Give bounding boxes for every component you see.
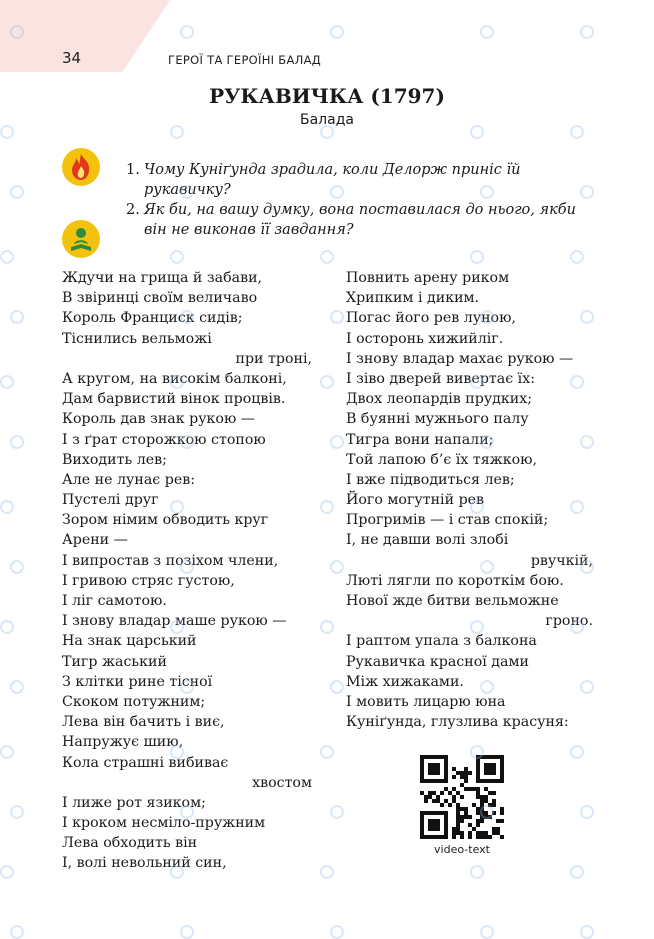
poem-line: Хрипким і диким. <box>346 290 480 307</box>
poem-line: І раптом упала з балкона <box>346 633 537 650</box>
watermark <box>580 560 594 574</box>
watermark <box>470 865 484 879</box>
poem-line: Його могутній рев <box>346 492 485 509</box>
poem-line: Арени — <box>62 532 128 549</box>
watermark <box>320 745 334 759</box>
poem-line: І, волі невольний син, <box>62 855 227 872</box>
qr-code-image[interactable] <box>420 755 504 839</box>
poem-line: І гривою стряс густою, <box>62 572 235 589</box>
watermark <box>320 375 334 389</box>
poem-line: Куніґунда, глузлива красуня: <box>346 714 569 731</box>
watermark <box>480 680 494 694</box>
watermark <box>180 25 194 39</box>
watermark <box>0 745 14 759</box>
watermark <box>320 865 334 879</box>
watermark <box>580 805 594 819</box>
poem-line: гроно. <box>545 613 593 630</box>
poem-line: І з ґрат сторожкою стопою <box>62 431 266 448</box>
watermark <box>180 435 194 449</box>
watermark <box>570 745 584 759</box>
poem-line: І знову владар маше рукою — <box>62 613 287 630</box>
poem-line: І мовить лицарю юна <box>346 693 506 710</box>
watermark <box>480 25 494 39</box>
watermark <box>330 680 344 694</box>
poem-line: А кругом, на високім балконі, <box>62 370 287 387</box>
watermark <box>330 805 344 819</box>
question-text: Як би, на вашу думку, вона поставилася до нього, якби він не виконав її завдання? <box>144 202 576 238</box>
watermark <box>180 310 194 324</box>
watermark <box>10 805 24 819</box>
watermark <box>170 620 184 634</box>
watermark <box>480 925 494 939</box>
qr-code[interactable] <box>420 755 504 843</box>
poem-line: Люті лягли по короткім бою. <box>346 572 564 589</box>
watermark <box>330 310 344 324</box>
watermark <box>570 375 584 389</box>
poem-line: Лева він бачить і виє, <box>62 714 225 731</box>
poem-line: Тигра вони напали; <box>346 431 494 448</box>
poem-line: І ліг самотою. <box>62 593 167 609</box>
question-2 <box>126 200 596 240</box>
poem-line: Але не лунає рев: <box>62 471 196 488</box>
watermark <box>480 185 494 199</box>
poem-line: Король Франциск сидів; <box>62 310 243 327</box>
poem-line: З клітки рине тісної <box>62 673 213 690</box>
poem-line: Той лапою б’є їх тяжкою, <box>346 451 537 468</box>
watermark <box>580 435 594 449</box>
watermark <box>0 865 14 879</box>
poem-line: Двох леопардів прудких; <box>346 391 533 408</box>
watermark <box>480 560 494 574</box>
watermark <box>180 560 194 574</box>
watermark <box>320 500 334 514</box>
watermark <box>570 500 584 514</box>
watermark <box>10 310 24 324</box>
poem-line: І випростав з позіхом члени, <box>62 552 279 569</box>
poem-line: Тіснились вельможі <box>62 330 212 347</box>
poem-line: В звіринці своїм величаво <box>62 290 258 307</box>
watermark <box>320 125 334 139</box>
watermark <box>330 185 344 199</box>
poem-line: Погас його рев луною, <box>346 310 516 327</box>
poem-line: Виходить лев; <box>62 451 167 468</box>
poem-line: рвучкій, <box>530 552 593 569</box>
watermark <box>170 375 184 389</box>
question-text: Чому Куніґунда зрадила, коли Делорж приніс їй рукавичку? <box>144 162 521 198</box>
watermark <box>470 620 484 634</box>
poem-line: Нової жде битви вельможне <box>346 593 559 609</box>
poem-line: Рукавичка красної дами <box>346 653 529 670</box>
watermark <box>10 560 24 574</box>
poem-line: І осторонь хижийліг. <box>346 330 504 347</box>
watermark <box>170 865 184 879</box>
watermark <box>0 250 14 264</box>
poem-line: Ждучи на грища й забави, <box>62 270 263 286</box>
watermark <box>570 125 584 139</box>
poem-line: Зором німим обводить круг <box>62 512 269 529</box>
poem-line: Дам барвистий вінок процвів. <box>62 391 286 408</box>
watermark <box>10 680 24 694</box>
poem-line: Повнить арену риком <box>346 270 510 286</box>
poem-line: Пустелі друг <box>62 492 159 509</box>
page-number: 34 <box>62 49 82 67</box>
watermark <box>330 925 344 939</box>
watermark <box>320 250 334 264</box>
watermark <box>470 500 484 514</box>
watermark <box>180 925 194 939</box>
poem-line: хвостом <box>252 774 312 791</box>
poem-line: В буянні мужнього палу <box>346 411 529 428</box>
watermark <box>10 925 24 939</box>
poem-line: Між хижаками. <box>346 673 464 690</box>
watermark <box>580 310 594 324</box>
poem-line: Прогримів — і став спокій; <box>346 512 549 529</box>
watermark <box>470 375 484 389</box>
watermark <box>580 680 594 694</box>
watermark <box>330 560 344 574</box>
poem-line: І лиже рот язиком; <box>62 794 206 811</box>
page-title: РУКАВИЧКА (1797) <box>209 84 445 108</box>
watermark <box>330 25 344 39</box>
watermark <box>570 250 584 264</box>
watermark <box>330 435 344 449</box>
watermark <box>0 500 14 514</box>
watermark <box>470 745 484 759</box>
page-subtitle: Балада <box>300 112 354 128</box>
watermark <box>480 805 494 819</box>
poem-line: На знак царський <box>62 633 197 650</box>
watermark <box>580 925 594 939</box>
watermark <box>580 185 594 199</box>
questions-block <box>126 160 596 240</box>
poem-line: при троні, <box>235 350 312 367</box>
watermark <box>0 125 14 139</box>
watermark <box>480 435 494 449</box>
watermark <box>170 500 184 514</box>
watermark <box>0 620 14 634</box>
watermark <box>10 435 24 449</box>
watermark <box>320 620 334 634</box>
poem-line: Король дав знак рукою — <box>62 411 255 428</box>
watermark <box>10 25 24 39</box>
poem-line: І вже підводиться лев; <box>346 471 515 488</box>
question-number: 2. <box>126 202 140 218</box>
running-head: ГЕРОЇ ТА ГЕРОЇНІ БАЛАД <box>168 53 322 67</box>
watermark <box>170 125 184 139</box>
watermark <box>180 185 194 199</box>
question-1 <box>126 160 596 200</box>
poem-line: Скоком потужним; <box>62 693 206 710</box>
watermark <box>170 745 184 759</box>
watermark <box>480 310 494 324</box>
poem-line: Тигр жаський <box>62 653 167 670</box>
watermark <box>470 125 484 139</box>
poem-line: І, не давши волі злобі <box>346 532 509 549</box>
poem-line: І зіво дверей вивертає їх: <box>346 370 535 387</box>
watermark <box>470 250 484 264</box>
qr-caption: video-text <box>434 843 490 856</box>
watermark <box>180 805 194 819</box>
reader-icon <box>62 220 100 258</box>
question-number: 1. <box>126 162 140 178</box>
watermark <box>0 375 14 389</box>
watermark <box>180 680 194 694</box>
corner-decoration <box>0 0 170 72</box>
poem-line: І кроком несміло-пружним <box>62 815 266 832</box>
watermark <box>570 620 584 634</box>
poem-line: І знову владар махає рукою — <box>346 350 574 367</box>
fire-icon <box>62 148 100 186</box>
poem-line: Напружує шию, <box>62 734 184 751</box>
watermark <box>570 865 584 879</box>
watermark <box>170 250 184 264</box>
watermark <box>580 25 594 39</box>
watermark <box>10 185 24 199</box>
poem-line: Кола страшні вибиває <box>62 754 229 771</box>
poem-line: Лева обходить він <box>62 835 198 852</box>
